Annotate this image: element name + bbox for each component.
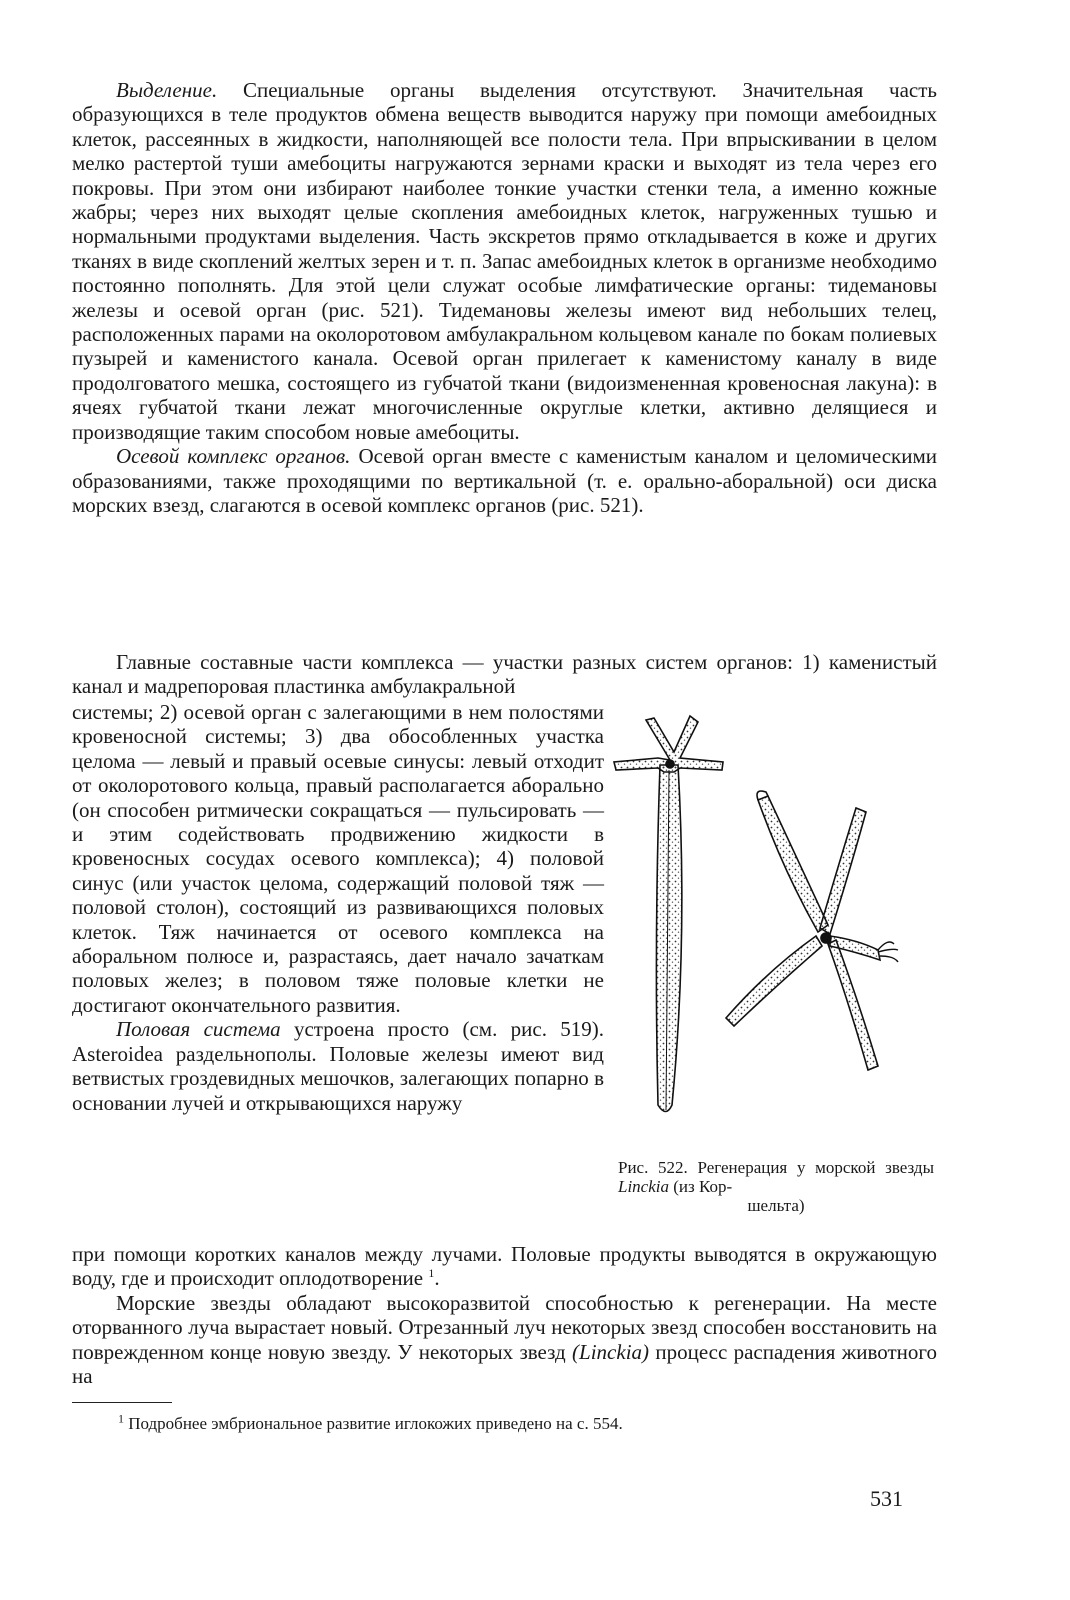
text-block-regeneration xyxy=(72,1242,937,1388)
footnote-ref: 1 xyxy=(428,1266,435,1281)
wrapped-column xyxy=(72,700,604,1115)
caption-text-a: Рис. 522. Регенерация у морской звезды xyxy=(618,1158,934,1177)
footnote-divider xyxy=(72,1402,172,1403)
right-starfish-regenerating xyxy=(726,791,898,1070)
figure-caption xyxy=(618,1158,934,1215)
heading-axial-complex: Осевой комплекс органов. xyxy=(116,444,351,469)
starfish-regeneration-illustration xyxy=(608,700,940,1130)
left-starfish-comet xyxy=(614,716,723,1112)
regen-text-a: Морские звезды обладают высокоразвитой способностью к регенерации. На месте оторванного луча вырастает новый. Отрезанный луч некоторых звезд способен восстановить на поврежденном конце новую звезду. У некоторых звезд xyxy=(72,1290,937,1364)
paragraph-main-parts: Главные составные части комплекса — участки разных систем органов: 1) каменистый канал и мадрепоровая пластинка амбулакральной xyxy=(72,650,937,699)
caption-text-b: (из Кор- xyxy=(673,1177,733,1196)
axial-text: Осевой орган вместе с каменистым каналом и целомическими образованиями, также проходящими по вертикальной (т. е. орально-аборальной) оси диска морских взезд, слагаются в осевой комплекс органов (рис. 521). xyxy=(72,444,938,517)
heading-reproductive: Половая система xyxy=(116,1017,281,1042)
caption-text-c: шельта) xyxy=(747,1196,805,1215)
regen-text-b: процесс распадения животного на xyxy=(72,1339,938,1389)
caption-species: Linckia xyxy=(618,1177,669,1196)
paragraph-excretion xyxy=(72,78,937,444)
paragraph-reproductive-cont xyxy=(72,1242,937,1291)
reproductive-text: устроена просто (см. рис. 519). Asteroidea раздельнополы. Половые железы имеют вид ветвистых гроздевидных мешочков, залегающих попарно в основании лучей и открывающихся наружу xyxy=(72,1017,605,1115)
regen-species: (Linckia) xyxy=(572,1339,650,1364)
sentence-end: . xyxy=(434,1266,440,1291)
footnote-text: Подробнее эмбриональное развитие иглокожих приведено на с. 554. xyxy=(128,1414,623,1433)
paragraph-reproductive xyxy=(72,1017,604,1115)
heading-excretion: Выделение. xyxy=(116,78,218,102)
paragraph-main-parts-cont: системы; 2) осевой орган с залегающими в нем полостями кровеносной системы; 3) два обособленных участка целома — левый и правый осевые синусы: левый отходит от околоротового кольца, правый располагается аборально (он способен ритмически сокращаться — пульсировать — и этим содействовать продвижению жидкости в кровеносных сосудах осевого комплекса); 4) половой синус (или участок целома, содержащий половой тяж — половой столон), состоящий из развивающихся половых клеток. Тяж начинается от осевого комплекса на аборальном полюсе и, разрастаясь, дает начало зачаткам половых желез; в половом тяже половые клетки не достигают окончательного развития. xyxy=(72,700,604,1017)
figure-522 xyxy=(608,700,940,1130)
paragraph-regeneration xyxy=(72,1291,937,1389)
page-number: 531 xyxy=(870,1486,903,1511)
footnote xyxy=(118,1411,623,1434)
text-block-main-parts xyxy=(72,650,937,699)
excretion-text: Специальные органы выделения отсутствуют. Значительная часть образующихся в теле продуктов обмена веществ выводится наружу при помощи амебоидных клеток, рассеянных в жидкости, наполняющей все полости тела. При впрыскивании в целом мелко растертой туши амебоциты нагружаются зернами краски и выходят из тела через его покровы. При этом они избирают наиболее тонкие участки стенки тела, а именно кожные жабры; через них выходят целые скопления амебоидных клеток, нагруженных тушью и нормальными продуктами выделения. Часть экскретов прямо откладывается в коже и других тканях в виде скоплений желтых зерен и т. п. Запас амебоидных клеток в организме необходимо постоянно пополнять. Для этой цели служат особые лимфатические органы: тидемановы железы и осевой орган (рис. 521). Тидемановы железы имеют вид небольших телец, расположенных парами на околоротовом амбулакральном кольцевом канале по бокам полиевых пузырей и каменистого канала. Осевой орган прилегает к каменистому каналу в виде продолговатого мешка, состоящего из губчатой ткани (видоизмененная кровеносная лакуна): в ячеях губчатой ткани лежат многочисленные округлые клетки, активно делящиеся и производящие таким способом новые амебоциты. xyxy=(72,78,937,444)
footnote-mark: 1 xyxy=(118,1411,124,1426)
reproductive-text-cont: при помощи коротких каналов между лучами. Половые продукты выводятся в окружающую воду, где и происходит оплодотворение xyxy=(72,1242,937,1291)
text-block-excretion xyxy=(72,78,937,517)
paragraph-axial xyxy=(72,444,937,517)
